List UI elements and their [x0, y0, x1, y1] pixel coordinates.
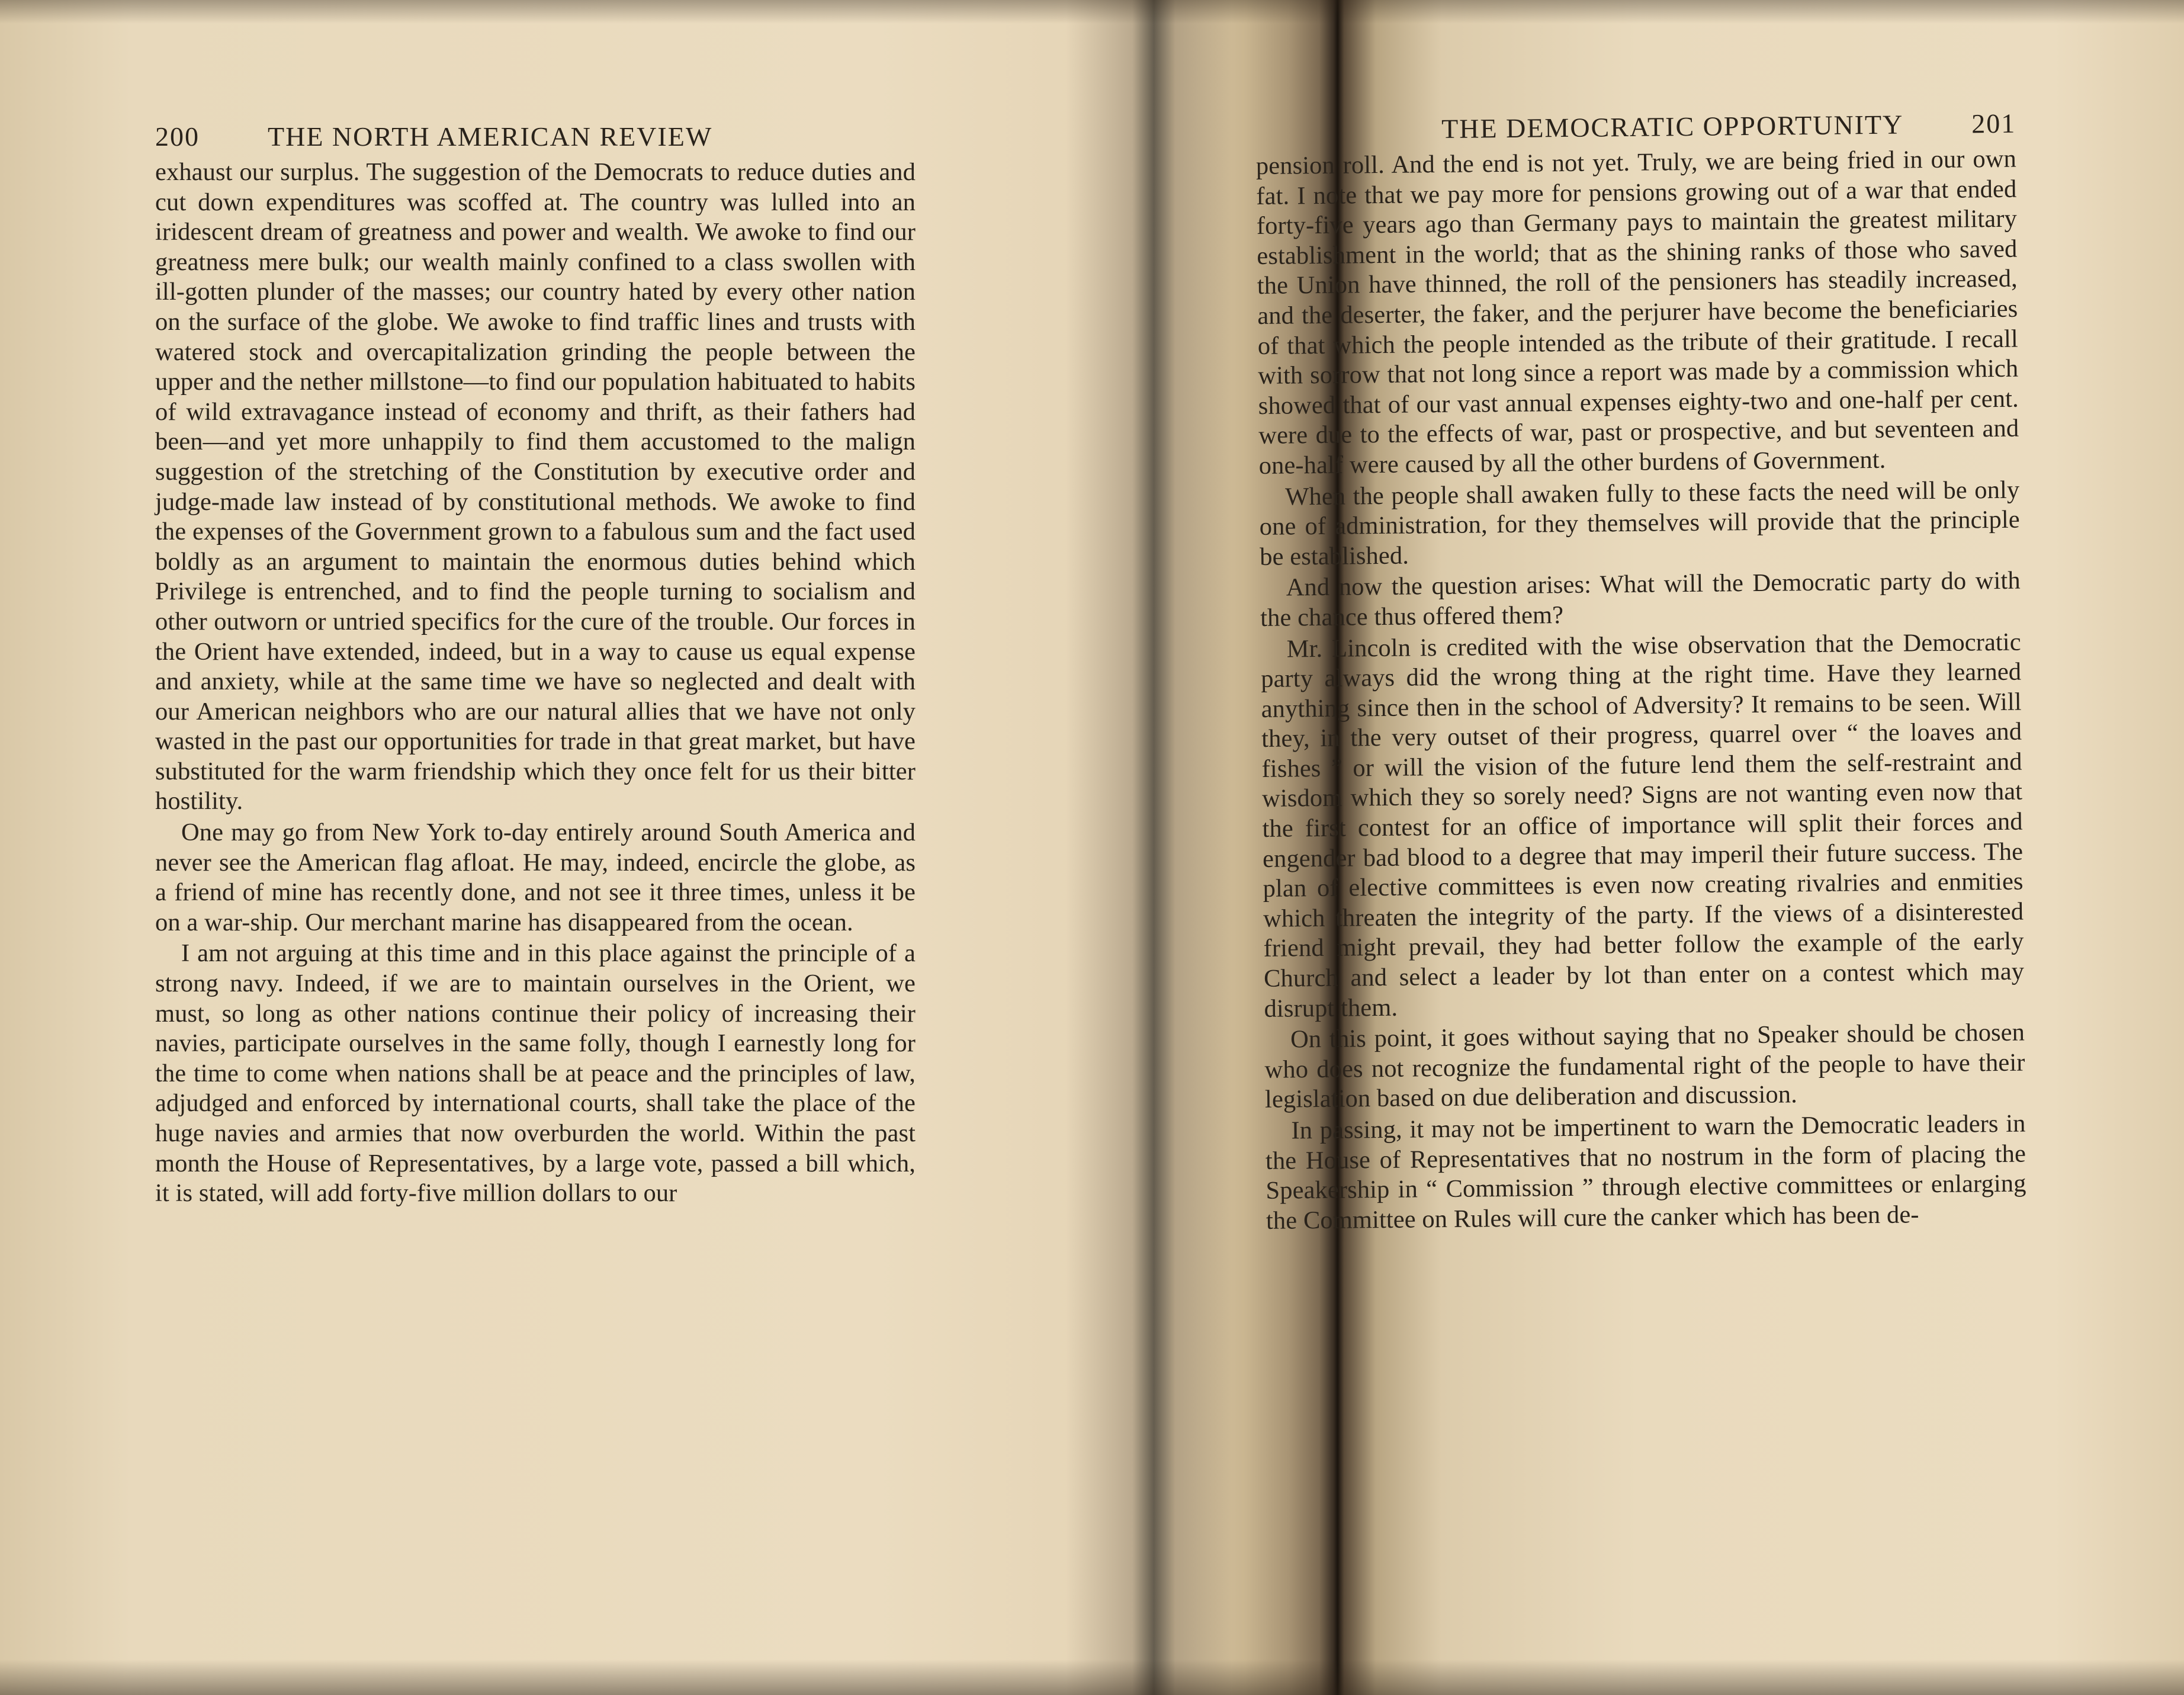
left-running-head [155, 116, 916, 158]
paragraph: exhaust our surplus. The suggestion of the Democrats to reduce duties and cut down expenditures was scoffed at. The country was lulled into an iridescent dream of greatness and power and wealth. We awoke to find our greatness mere bulk; our wealth mainly confined to a class swollen with ill-gotten plunder of the masses; our country hated by every other nation on the surface of the globe. We awoke to find traffic lines and trusts with watered stock and overcapitalization grinding the people between the upper and the nether millstone—to find our population habituated to habits of wild extravagance instead of economy and thrift, as their fathers had been—and yet more unhappily to find them accustomed to the malign suggestion of the stretching of the Constitution by executive order and judge-made law instead of by constitutional methods. We awoke to find the expenses of the Government grown to a fabulous sum and the fact used boldly as an argument to maintain the enormous duties behind which Privilege is entrenched, and to find the people turning to socialism and other outworn or untried specifics for the cure of the trouble. Our forces in the Orient have extended, indeed, but in a way to cause us equal expense and anxiety, while at the same time we have so neglected and dealt with our American neighbors who are our natural allies that we have not only wasted in the past our opportunities for trade in that great market, but have substituted for the warm friendship which they once felt for us their bitter hostility. [155, 158, 916, 816]
paragraph: One may go from New York to-day entirely around South America and never see the American flag afloat. He may, indeed, encircle the globe, as a friend of mine has recently done, and not see it three times, unless it be on a war-ship. Our merchant marine has disappeared from the ocean. [155, 818, 916, 936]
book-gutter [1066, 0, 1232, 1695]
left-page-text [155, 158, 916, 1209]
paragraph: In passing, it may not be impertinent to warn the Democratic leaders in the House of Representatives that no nostrum in the form of placing the Speakership in “ Commission ” through elective committees or enlarging the Committee on Rules will cure the canker which has been de- [1265, 1109, 2026, 1235]
right-page-text [1256, 145, 2027, 1237]
right-running-head [1255, 103, 2016, 152]
paragraph: When the people shall awaken fully to these facts the need will be only one of administration, for they themselves will provide that the principle be established. [1259, 476, 2020, 571]
paragraph: And now the question arises: What will the Democratic party do with the chance thus offered them? [1260, 566, 2021, 632]
top-edge-shadow [0, 0, 2184, 24]
paragraph: Mr. Lincoln is credited with the wise observation that the Democratic party always did the wrong thing at the right time. Have they learned anything since then in the school of Adversity? It remains to be seen. Will they, in the very outset of their progress, quarrel over “ the loaves and fishes ” or will the vision of the future lend them the self-restraint and wisdom which they so sorely need? Signs are not wanting even now that the first contest for an office of importance will split their forces and engender bad blood to a degree that may imperil their future success. The plan of elective committees is even now creating rivalries and enmities which threaten the integrity of the party. If the views of a disinterested friend might prevail, they had better follow the example of the early Church and select a leader by lot than enter on a contest which may disrupt them. [1260, 628, 2025, 1023]
left-page-number: 200 [155, 121, 200, 152]
bottom-edge-shadow [0, 1659, 2184, 1695]
paragraph: pension roll. And the end is not yet. Truly, we are being fried in our own fat. I note that we pay more for pensions growing out of a war that ended forty-five years ago than Germany pays to maintain the greatest military establishment in the world; that as the shining ranks of those who saved the Union have thinned, the roll of the pensioners has steadily increased, and the deserter, the faker, and the perjurer have become the beneficiaries of that which the people intended as the tribute of their gratitude. I recall with sorrow that not long since a report was made by a commission which showed that of our vast annual expenses eighty-two and one-half per cent. were due to the effects of war, past or prospective, and but seventeen and one-half were caused by all the other burdens of Government. [1255, 145, 2019, 480]
right-running-title: THE DEMOCRATIC OPPORTUNITY [1441, 109, 1904, 144]
right-page-number: 201 [1971, 108, 2016, 139]
left-running-title: THE NORTH AMERICAN REVIEW [268, 121, 713, 152]
paragraph: I am not arguing at this time and in this place against the principle of a strong navy. Indeed, if we are to maintain ourselves in the Orient, we must, so long as other nations continue their policy of increasing their navies, participate ourselves in the same folly, though I earnestly long for the time to come when nations shall be at peace and the principles of law, adjudged and enforced by international courts, shall take the place of the huge navies and armies that now overburden the world. Within the past month the House of Representatives, by a large vote, passed a bill which, it is stated, will add forty-five million dollars to our [155, 939, 916, 1208]
left-page [155, 116, 916, 1209]
paragraph: On this point, it goes without saying that no Speaker should be chosen who does not recognize the fundamental right of the people to have their legislation based on due deliberation and discussion. [1264, 1018, 2025, 1114]
right-page [1255, 103, 2026, 1237]
